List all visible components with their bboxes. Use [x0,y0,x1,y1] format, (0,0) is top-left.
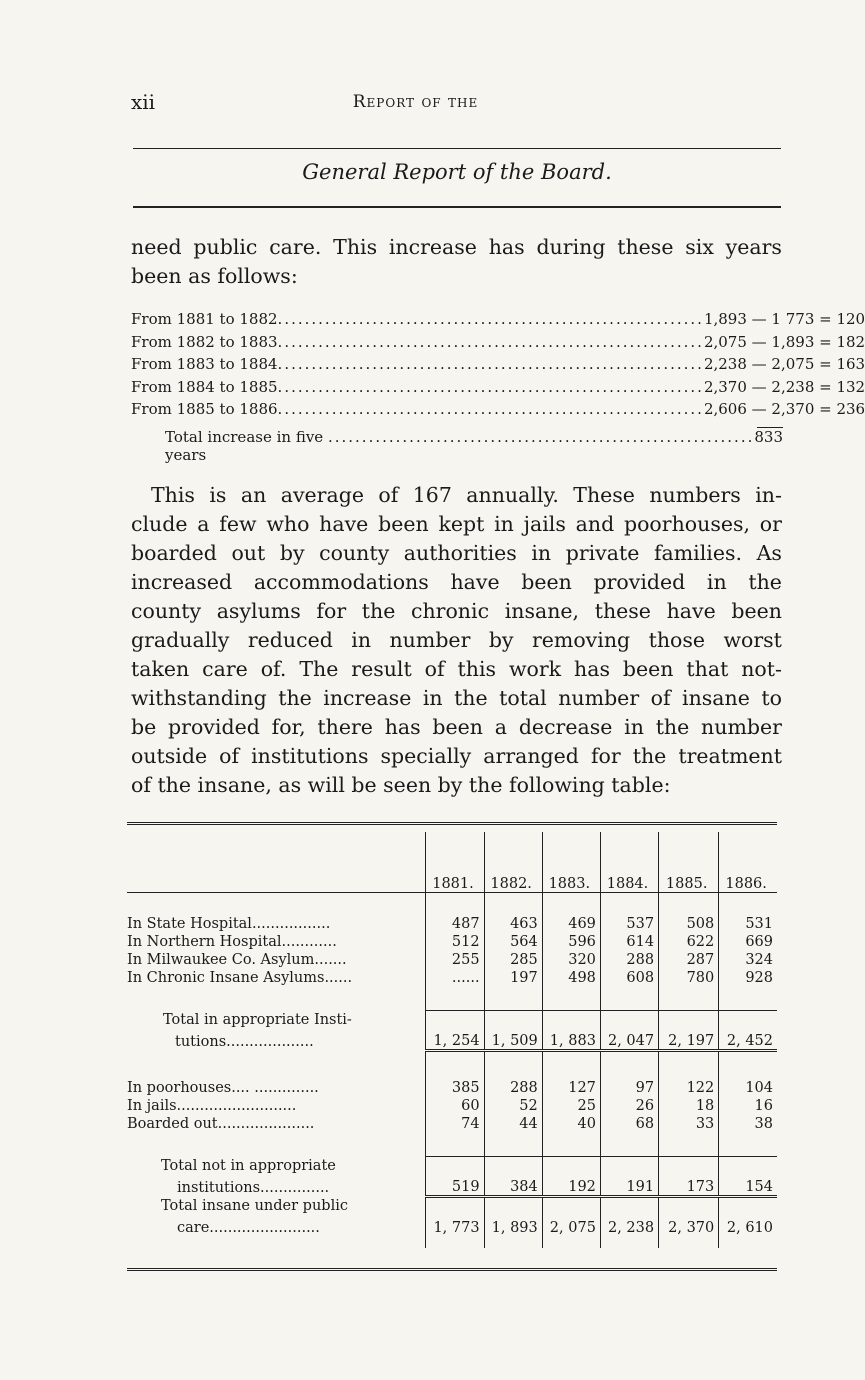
table-cell: 2, 238 [600,1214,658,1236]
row-label: In jails.......................... [127,1098,297,1114]
table-cell: 288 [484,1078,542,1096]
row-label: Boarded out..................... [127,1116,315,1132]
table-cell: 596 [542,932,600,950]
table-cell: 928 [719,968,777,986]
table-cell: 2, 610 [719,1214,777,1236]
table-cell: 537 [600,914,658,932]
table-cell: 384 [484,1174,542,1196]
year-header: 1883. [542,832,600,892]
table-cell: 498 [542,968,600,986]
total-row [127,1174,777,1196]
row-label: care........................ [177,1220,320,1236]
year-header: 1886. [719,832,777,892]
table-cell: 324 [719,950,777,968]
body-line: boarded out by county authorities in private families. As [131,541,782,565]
table-cell: 780 [659,968,719,986]
table-row [127,1114,777,1132]
body-line: clude a few who have been kept in jails and poorhouses, or [131,512,782,536]
table-cell: 2, 452 [719,1028,777,1050]
table-top-rule [127,822,777,825]
total-increase-value: 833 [754,427,783,446]
body-line: withstanding the increase in the total number of insane to [131,686,782,710]
table-cell: 463 [484,914,542,932]
table-cell: 508 [659,914,719,932]
row-label: In State Hospital................. [127,916,331,932]
table-cell: 1, 883 [542,1028,600,1050]
table-cell: 97 [600,1078,658,1096]
table-cell: 608 [600,968,658,986]
table-cell: 122 [659,1078,719,1096]
table-cell: 1, 509 [484,1028,542,1050]
total-increase-label: Total increase in five years [165,427,324,464]
table-cell: 74 [426,1114,484,1132]
table-cell: 197 [484,968,542,986]
running-head: Report of the [352,92,479,112]
table-header-row [127,832,777,892]
table-cell: 2, 197 [659,1028,719,1050]
table-cell: 26 [600,1096,658,1114]
header-rule-bottom [133,206,781,208]
total-increase-row: Total increase in five years ............................................................... 833 [165,427,783,464]
row-label: institutions............... [177,1180,330,1196]
increase-row: From 1884 to 1885 ............................................................... 2,370 — 2,238 = 132 [131,377,865,396]
table-cell: 469 [542,914,600,932]
table-cell: 669 [719,932,777,950]
row-label: tutions................... [175,1034,314,1050]
table-cell: 18 [659,1096,719,1114]
table-row [127,1078,777,1096]
year-header: 1884. [600,832,658,892]
table-cell: 68 [600,1114,658,1132]
table-cell: 1, 254 [426,1028,484,1050]
table-cell: 173 [659,1174,719,1196]
table-cell: 44 [484,1114,542,1132]
total-row [127,1010,777,1028]
body-line: gradually reduced in number by removing those worst [131,628,782,652]
year-header: 1885. [659,832,719,892]
increase-list [131,310,865,464]
table-cell: 192 [542,1174,600,1196]
header-rule-top [133,148,781,149]
table-cell: 33 [659,1114,719,1132]
table-cell: 38 [719,1114,777,1132]
intro-paragraph [131,233,782,291]
row-label: Total in appropriate Insti- [163,1012,352,1028]
total-row [127,1196,777,1214]
body-line: outside of institutions specially arranged for the treatment [131,744,782,768]
table-row [127,1096,777,1114]
table-cell: 487 [426,914,484,932]
row-label: In Northern Hospital............ [127,934,337,950]
table-cell: 287 [659,950,719,968]
table-cell: 16 [719,1096,777,1114]
body-line: of the insane, as will be seen by the following table: [131,773,671,797]
body-line: be provided for, there has been a decrease in the number [131,715,782,739]
table-cell: 255 [426,950,484,968]
table-bottom-rule [127,1268,777,1271]
row-label: Total not in appropriate [161,1158,336,1174]
table-row [127,968,777,986]
table-row [127,950,777,968]
intro-line-1: need public care. This increase has during these six years [131,235,782,259]
increase-row: From 1881 to 1882 ............................................................... 1,893 — 1 773 = 120 [131,310,865,328]
table-cell: 52 [484,1096,542,1114]
body-paragraph [131,481,782,800]
table-cell: 60 [426,1096,484,1114]
table-cell: 385 [426,1078,484,1096]
year-header: 1881. [426,832,484,892]
table-cell: 285 [484,950,542,968]
table-cell: 2, 075 [542,1214,600,1236]
table-cell: 2, 370 [659,1214,719,1236]
table-cell: 191 [600,1174,658,1196]
table-cell: 531 [719,914,777,932]
year-header: 1882. [484,832,542,892]
total-row [127,1028,777,1050]
table-cell: 1, 893 [484,1214,542,1236]
table-cell: 320 [542,950,600,968]
table-cell: 2, 047 [600,1028,658,1050]
row-label: Total insane under public [161,1198,348,1214]
table-cell: 564 [484,932,542,950]
increase-row: From 1882 to 1883 ............................................................... 2,075 — 1,893 = 182 [131,332,865,351]
table-row [127,932,777,950]
body-line: This is an average of 167 annually. These numbers in- [151,483,782,507]
section-subhead: General Report of the Board. [302,160,612,184]
table-cell: ...... [426,968,484,986]
total-row [127,1214,777,1236]
table-cell: 25 [542,1096,600,1114]
row-label: In Milwaukee Co. Asylum....... [127,952,347,968]
table-cell: 622 [659,932,719,950]
table-cell: 519 [426,1174,484,1196]
body-line: increased accommodations have been provided in the [131,570,782,594]
table-cell: 104 [719,1078,777,1096]
table-cell: 127 [542,1078,600,1096]
increase-row: From 1885 to 1886 ............................................................... 2,606 — 2,370 = 236 [131,400,865,418]
table-cell: 40 [542,1114,600,1132]
row-label: In poorhouses.... .............. [127,1080,319,1096]
table-cell: 154 [719,1174,777,1196]
page-number: xii [131,90,156,114]
insane-statistics-table [127,832,777,1248]
table-cell: 614 [600,932,658,950]
body-line: taken care of. The result of this work has been that not- [131,657,782,681]
row-label: In Chronic Insane Asylums...... [127,970,353,986]
table-cell: 1, 773 [426,1214,484,1236]
table-row [127,914,777,932]
table-cell: 288 [600,950,658,968]
body-line: county asylums for the chronic insane, these have been [131,599,782,623]
increase-row: From 1883 to 1884 ............................................................... 2,238 — 2,075 = 163 [131,355,865,373]
intro-line-2: been as follows: [131,264,298,288]
total-row [127,1156,777,1174]
table-cell: 512 [426,932,484,950]
